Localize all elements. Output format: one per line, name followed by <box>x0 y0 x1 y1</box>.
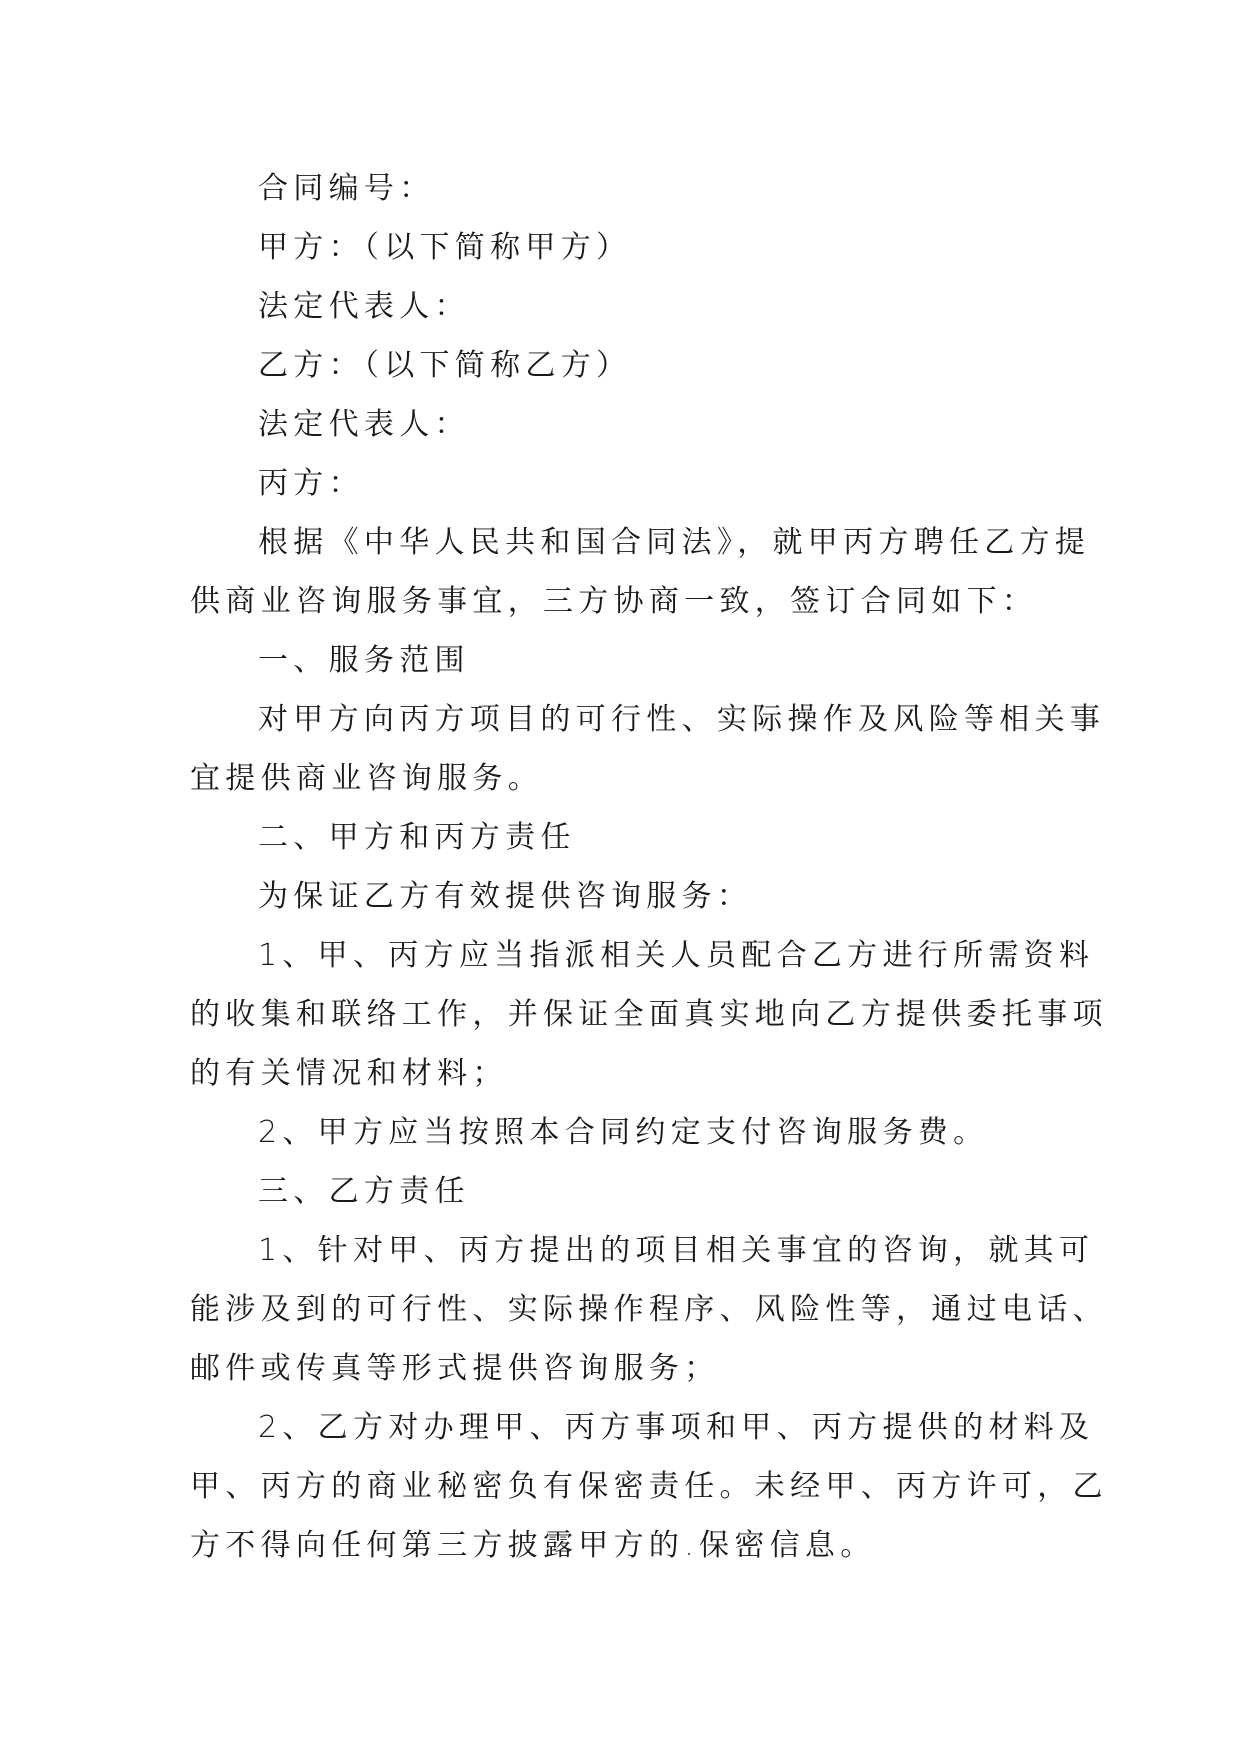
party-b-duty-2-line-2: 甲、丙方的商业秘密负有保密责任。未经甲、丙方许可，乙 <box>190 1469 1108 1504</box>
service-scope-line-1: 对甲方向丙方项目的可行性、实际操作及风险等相关事 <box>258 702 1106 737</box>
party-a-representative-line: 法定代表人： <box>258 289 470 324</box>
party-b-line: 乙方：（以下简称乙方） <box>258 348 632 383</box>
party-b-representative-line: 法定代表人： <box>258 407 470 442</box>
document-body <box>190 159 1108 1575</box>
section-heading-party-a-c-duties: 二、甲方和丙方责任 <box>258 820 576 855</box>
party-a-c-duties-intro: 为保证乙方有效提供咨询服务： <box>258 879 753 914</box>
party-c-line: 丙方： <box>258 466 364 501</box>
service-scope-line-2: 宜提供商业咨询服务。 <box>190 761 543 796</box>
preamble-line-1: 根据《中华人民共和国合同法》，就甲丙方聘任乙方提 <box>258 525 1091 560</box>
contract-number-line: 合同编号： <box>258 171 435 206</box>
party-a-c-duty-1-line-3: 的有关情况和材料； <box>190 1056 508 1091</box>
party-b-duty-1-line-2: 能涉及到的可行性、实际操作程序、风险性等，通过电话、 <box>190 1292 1108 1327</box>
party-a-line: 甲方：（以下简称甲方） <box>258 230 632 265</box>
party-b-duty-1-line-3: 邮件或传真等形式提供咨询服务； <box>190 1351 720 1386</box>
party-b-duty-2-line-1: 2、乙方对办理甲、丙方事项和甲、丙方提供的材料及 <box>258 1410 1095 1445</box>
party-a-c-duty-2: 2、甲方应当按照本合同约定支付咨询服务费。 <box>258 1115 989 1150</box>
party-a-c-duty-1-line-1: 1、甲、丙方应当指派相关人员配合乙方进行所需资料 <box>258 938 1095 973</box>
party-b-duty-1-line-1: 1、针对甲、丙方提出的项目相关事宜的咨询，就其可 <box>258 1233 1095 1268</box>
section-heading-service-scope: 一、服务范围 <box>258 643 470 678</box>
party-b-duty-2-line-3: 方不得向任何第三方披露甲方的.保密信息。 <box>190 1528 876 1563</box>
party-a-c-duty-1-line-2: 的收集和联络工作，并保证全面真实地向乙方提供委托事项 <box>190 997 1108 1032</box>
preamble-line-2: 供商业咨询服务事宜，三方协商一致，签订合同如下： <box>190 584 1038 619</box>
section-heading-party-b-duties: 三、乙方责任 <box>258 1174 470 1209</box>
